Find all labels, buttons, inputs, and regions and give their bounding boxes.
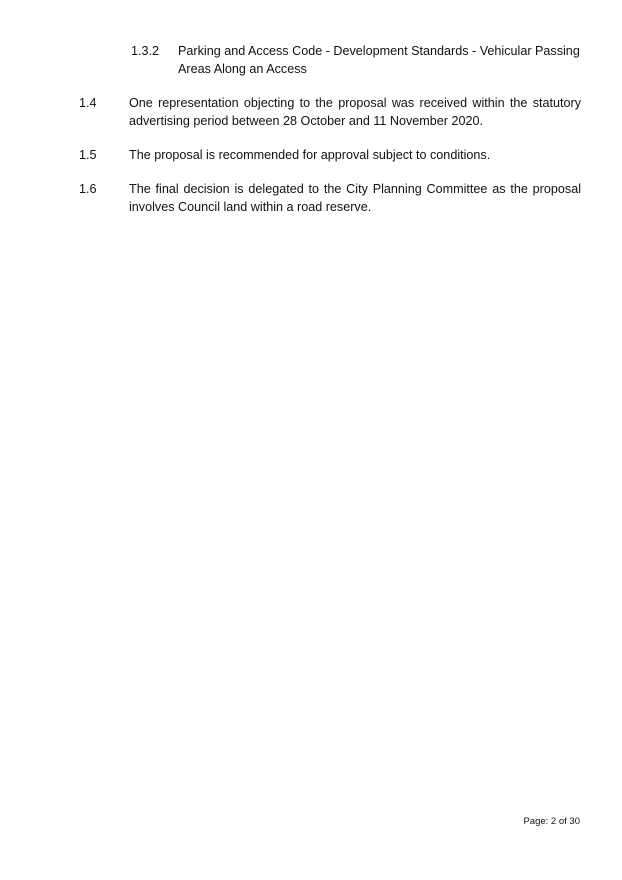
item-number-1-5: 1.5	[79, 148, 97, 162]
item-number-1-6: 1.6	[79, 182, 97, 196]
item-number-1-4: 1.4	[79, 96, 97, 110]
item-number-1-3-2: 1.3.2	[131, 44, 160, 58]
item-text-1-6: The final decision is delegated to the City Planning Committee as the proposal involves Council land within a road reserve.	[129, 182, 581, 214]
item-text-1-5: The proposal is recommended for approval subject to conditions.	[129, 148, 491, 162]
item-text-1-3-2: Parking and Access Code - Development Standards - Vehicular Passing Areas Along an Access	[178, 44, 580, 76]
page-number-footer: Page: 2 of 30	[523, 816, 580, 827]
item-text-1-4: One representation objecting to the proposal was received within the statutory advertising period between 28 October and 11 November 2020.	[129, 96, 581, 128]
